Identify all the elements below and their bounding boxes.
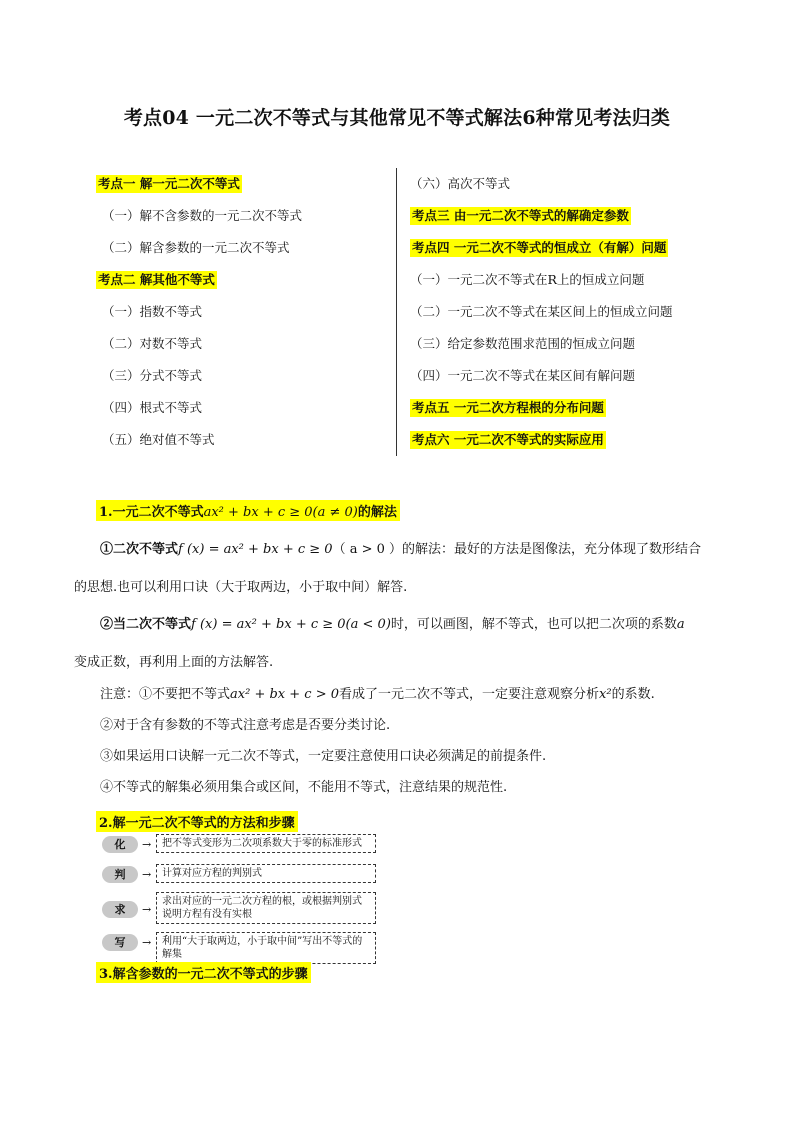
toc-item: （一）一元二次不等式在R上的恒成立问题 bbox=[410, 272, 645, 287]
step-description: 把不等式变形为二次项系数大于零的标准形式 bbox=[156, 834, 376, 853]
toc-item: 考点一 解一元二次不等式 bbox=[98, 176, 240, 191]
step-label: 判 bbox=[102, 866, 138, 883]
formula: ax² + bx + c > 0 bbox=[230, 687, 339, 702]
paragraph-1-line-2: 的思想.也可以利用口诀（大于取两边，小于取中间）解答. bbox=[74, 580, 408, 595]
arrow-icon: → bbox=[142, 903, 152, 916]
toc-right-column bbox=[410, 168, 730, 456]
toc-item: （二）一元二次不等式在某区间上的恒成立问题 bbox=[410, 304, 673, 319]
step-description: 计算对应方程的判别式 bbox=[156, 864, 376, 883]
toc-item: （四）根式不等式 bbox=[102, 400, 203, 415]
step-label: 写 bbox=[102, 934, 138, 951]
formula: ax² + bx + c ≥ 0(a ≠ 0) bbox=[203, 505, 358, 520]
paragraph-2-line-1: ②当二次不等式f (x) = ax² + bx + c ≥ 0(a < 0)时，可以画图，解不等式，也可以把二次项的系数a bbox=[100, 617, 685, 632]
toc-item: （五）绝对值不等式 bbox=[102, 432, 215, 447]
step-description: 求出对应的一元二次方程的根，或根据判别式说明方程有没有实根 bbox=[156, 892, 376, 924]
formula: f (x) = ax² + bx + c ≥ 0 bbox=[178, 542, 333, 557]
section-heading-2: 2.解一元二次不等式的方法和步骤 bbox=[96, 811, 298, 832]
section-heading-text: 的解法 bbox=[357, 505, 397, 520]
section-heading-text: 1.一元二次不等式 bbox=[99, 505, 204, 520]
toc-item: （一）解不含参数的一元二次不等式 bbox=[102, 208, 303, 223]
variable: x² bbox=[599, 687, 612, 702]
note-3: ③如果运用口诀解一元二次不等式，一定要注意使用口诀必须满足的前提条件. bbox=[100, 749, 547, 764]
step-label: 化 bbox=[102, 836, 138, 853]
toc-item: 考点三 由一元二次不等式的解确定参数 bbox=[412, 208, 629, 223]
note-4: ④不等式的解集必须用集合或区间，不能用不等式，注意结果的规范性. bbox=[100, 780, 508, 795]
section-heading-3: 3.解含参数的一元二次不等式的步骤 bbox=[96, 962, 311, 983]
toc-item: 考点六 一元二次不等式的实际应用 bbox=[412, 432, 604, 447]
toc-left-column bbox=[96, 168, 396, 456]
toc-item: （二）解含参数的一元二次不等式 bbox=[102, 240, 290, 255]
formula: f (x) = ax² + bx + c ≥ 0(a < 0) bbox=[191, 617, 391, 632]
toc-item: 考点二 解其他不等式 bbox=[98, 272, 215, 287]
table-of-contents bbox=[96, 168, 716, 456]
toc-item: 考点四 一元二次不等式的恒成立（有解）问题 bbox=[412, 240, 667, 255]
note-2: ②对于含有参数的不等式注意考虑是否要分类讨论. bbox=[100, 718, 391, 733]
paragraph-1-line-1: ①二次不等式f (x) = ax² + bx + c ≥ 0（ a > 0 ）的解法：最好的方法是图像法，充分体现了数形结合 bbox=[100, 542, 702, 557]
step-label: 求 bbox=[102, 901, 138, 918]
arrow-icon: → bbox=[142, 936, 152, 949]
variable: a bbox=[676, 617, 685, 632]
step-description: 利用“大于取两边，小于取中间”写出不等式的解集 bbox=[156, 932, 376, 964]
toc-item: （三）给定参数范围求范围的恒成立问题 bbox=[410, 336, 636, 351]
toc-item: 考点五 一元二次方程根的分布问题 bbox=[412, 400, 604, 415]
section-heading-1 bbox=[96, 500, 400, 521]
toc-item: （三）分式不等式 bbox=[102, 368, 203, 383]
note-1: 注意：①不要把不等式ax² + bx + c > 0看成了一元二次不等式，一定要注意观察分析x²的系数. bbox=[100, 687, 655, 702]
condition: （ a > 0 ） bbox=[332, 542, 403, 557]
arrow-icon: → bbox=[142, 868, 152, 881]
toc-item: （一）指数不等式 bbox=[102, 304, 203, 319]
paragraph-2-line-2: 变成正数，再利用上面的方法解答. bbox=[74, 655, 274, 670]
toc-item: （六）高次不等式 bbox=[410, 176, 511, 191]
arrow-icon: → bbox=[142, 838, 152, 851]
page-title: 考点04 一元二次不等式与其他常见不等式解法6种常见考法归类 bbox=[123, 107, 671, 129]
toc-divider bbox=[396, 168, 397, 456]
toc-item: （四）一元二次不等式在某区间有解问题 bbox=[410, 368, 636, 383]
toc-item: （二）对数不等式 bbox=[102, 336, 203, 351]
